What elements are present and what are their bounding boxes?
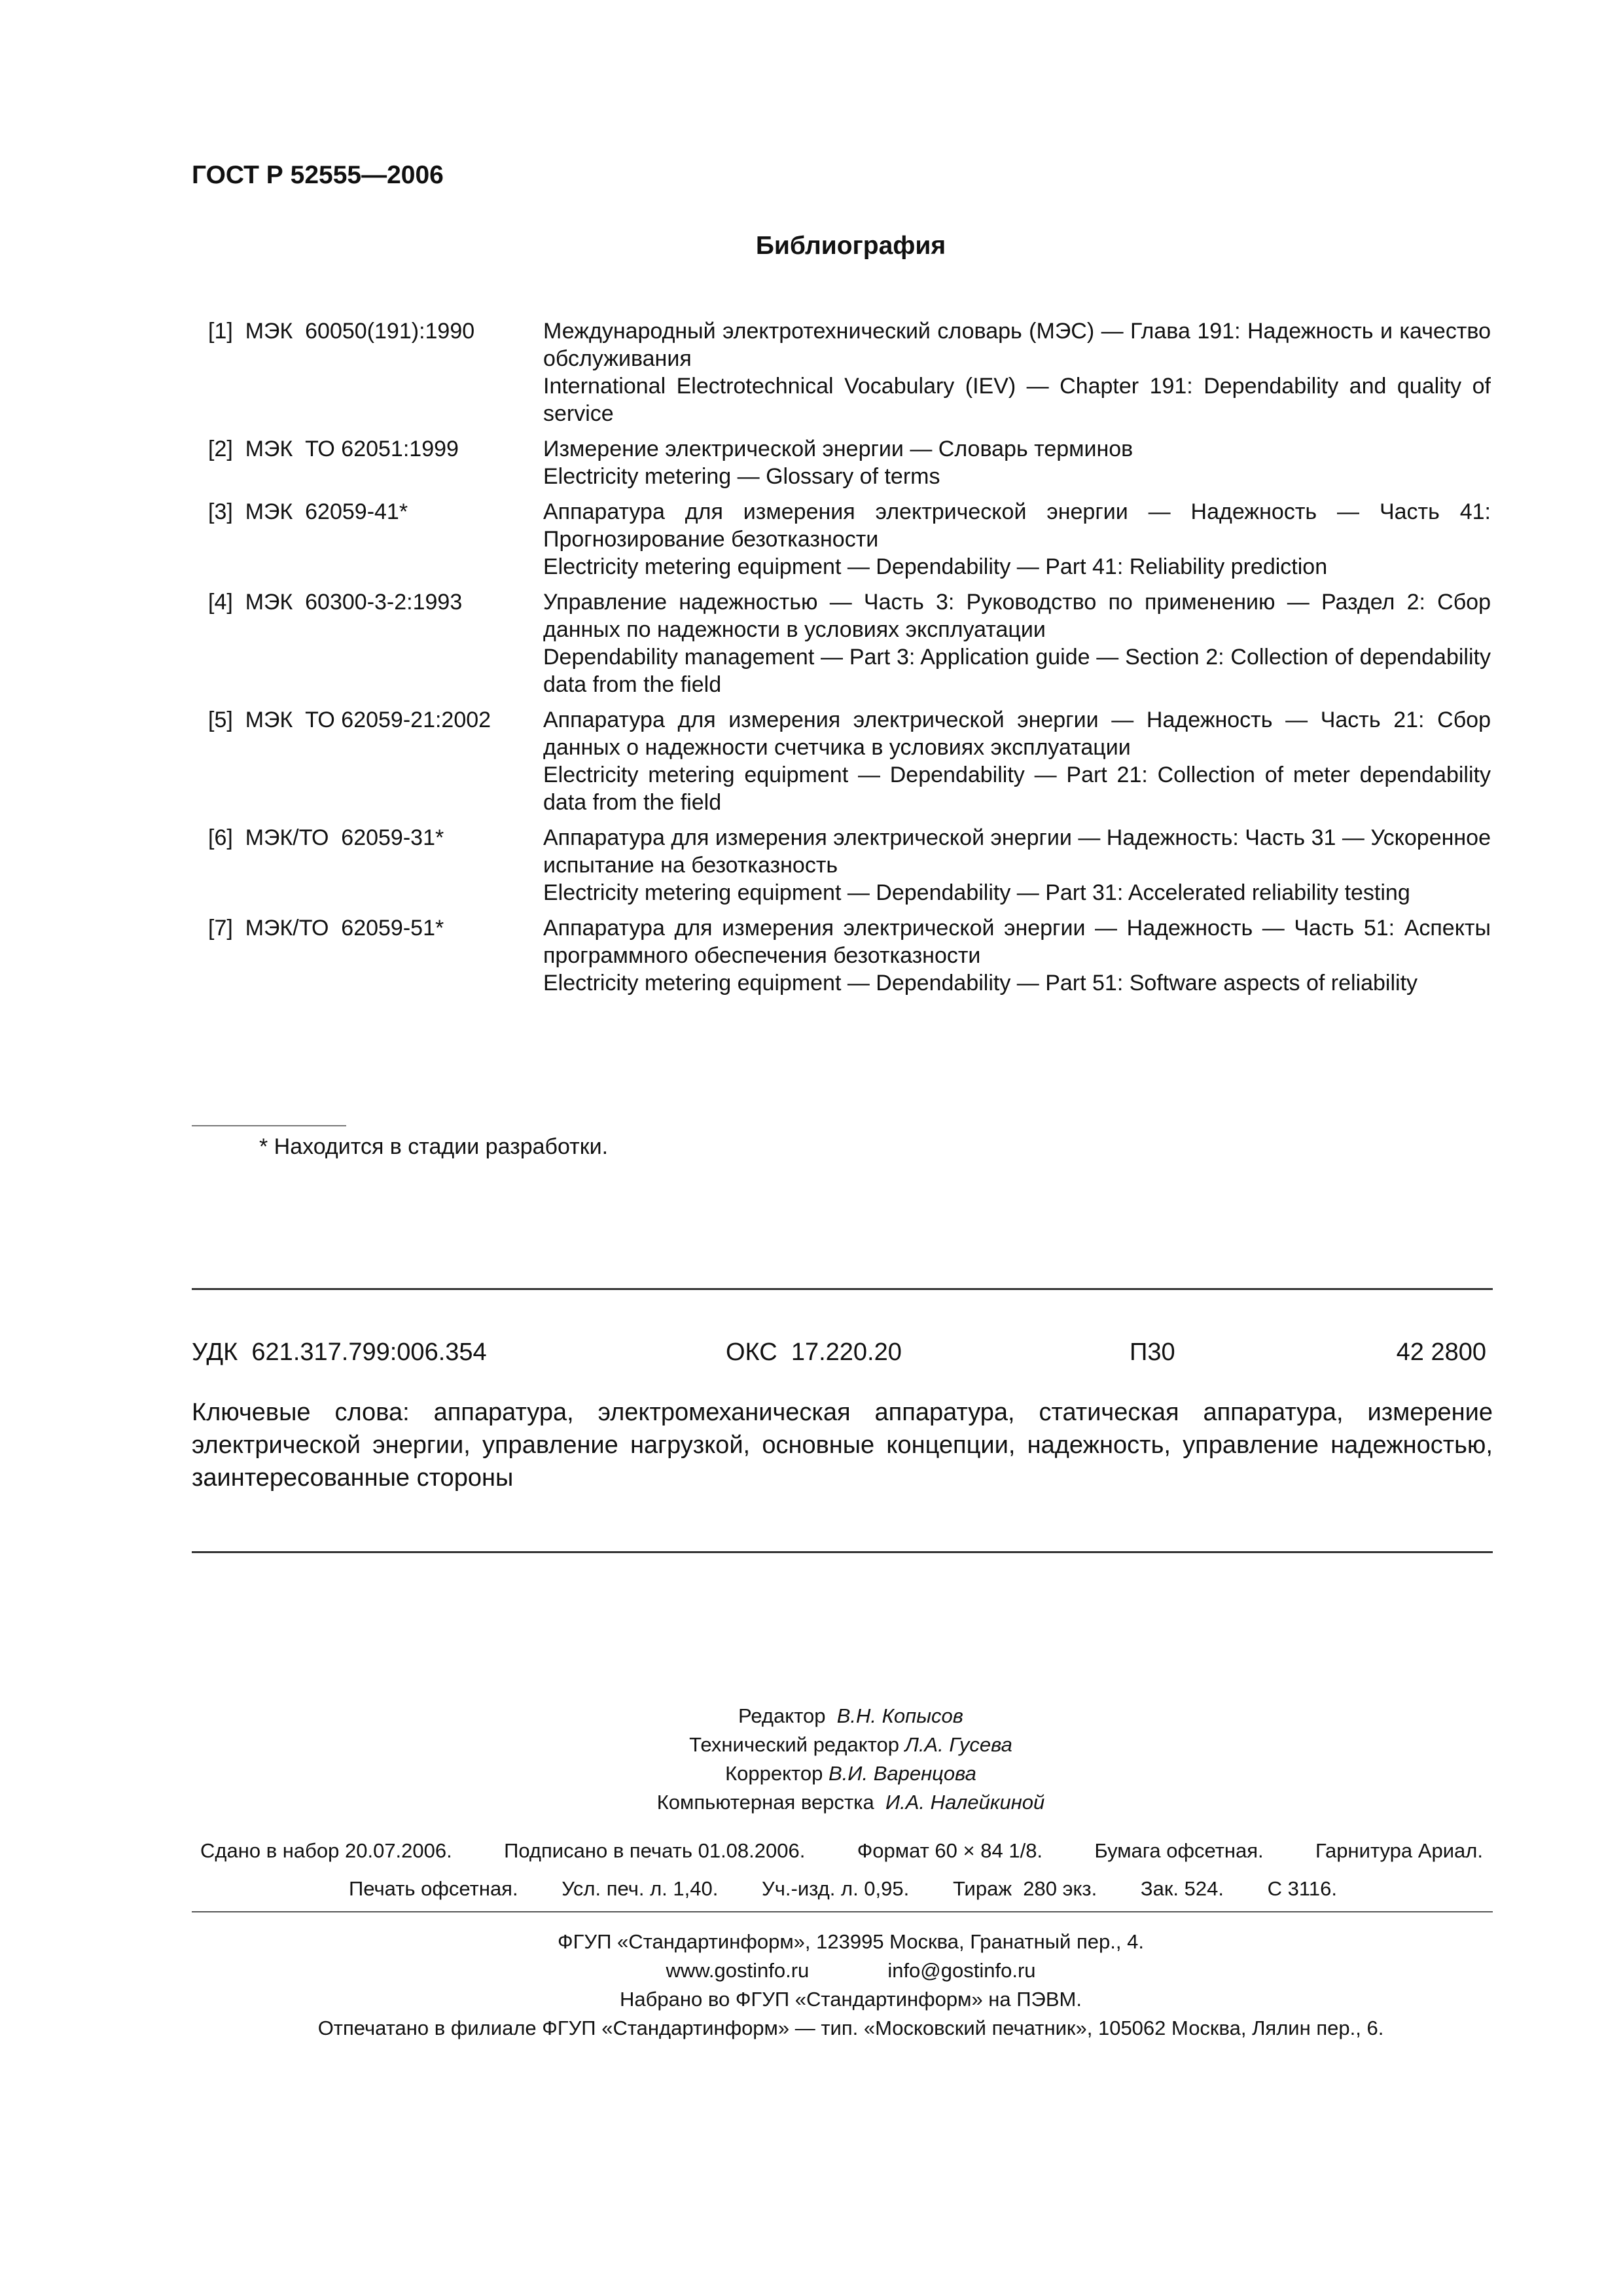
entry-description: [543, 317, 1491, 427]
entry-title-ru: Международный электротехнический словарь (МЭС) — Глава 191: Надежность и качество обслуживания: [543, 319, 1491, 371]
publisher-email: info@gostinfo.ru: [887, 1959, 1036, 1982]
credit-name: В.Н. Копысов: [836, 1704, 963, 1727]
entry-description: [543, 435, 1491, 490]
publication-line-1: [200, 1839, 1483, 1863]
entry-title-ru: Аппаратура для измерения электрической энергии — Надежность — Часть 41: Прогнозирование безотказности: [543, 499, 1491, 552]
entry-description: [543, 914, 1491, 997]
publisher-info: [0, 1928, 1623, 2043]
bibliography-list: [208, 317, 1491, 1005]
bibliography-entry: [208, 588, 1491, 698]
entry-title-en: International Electrotechnical Vocabulary (IEV) — Chapter 191: Dependability and quality of service: [543, 374, 1491, 426]
print-type: Печать офсетная.: [349, 1877, 518, 1900]
entry-description: [543, 706, 1491, 816]
typeface: Гарнитура Ариал.: [1315, 1839, 1483, 1862]
publisher-divider: [192, 1911, 1493, 1912]
entry-reference: [4] МЭК 60300-3-2:1993: [208, 590, 463, 615]
credit-role: Редактор: [738, 1704, 826, 1727]
entry-title-en: Electricity metering equipment — Dependability — Part 41: Reliability prediction: [543, 554, 1328, 579]
bibliography-entry: [208, 914, 1491, 997]
entry-title-ru: Измерение электрической энергии — Словарь терминов: [543, 437, 1133, 461]
bibliography-entry: [208, 706, 1491, 816]
credit-role: Корректор: [725, 1762, 823, 1785]
publisher-address: ФГУП «Стандартинформ», 123995 Москва, Гранатный пер., 4.: [558, 1930, 1144, 1953]
entry-reference: [7] МЭК/ТО 62059-51*: [208, 916, 444, 941]
classification-row: [192, 1338, 1493, 1371]
credits: [0, 1702, 1623, 1817]
entry-title-en: Electricity metering — Glossary of terms: [543, 464, 940, 489]
footnote-divider: [192, 1125, 346, 1126]
document-code: ГОСТ Р 52555—2006: [192, 161, 444, 189]
entry-title-en: Electricity metering equipment — Dependability — Part 51: Software aspects of reliability: [543, 971, 1418, 996]
keywords: Ключевые слова: аппаратура, электромеханическая аппаратура, статическая аппаратура, измерение электрической энергии, управление нагрузкой, основные концепции, надежность, управление надежностью, заинтересованные стороны: [192, 1399, 1493, 1492]
typeset-note: Набрано во ФГУП «Стандартинформ» на ПЭВМ.: [620, 1988, 1082, 2011]
order-number: Зак. 524.: [1140, 1877, 1224, 1900]
publisher-sheets: Уч.-изд. л. 0,95.: [762, 1877, 910, 1900]
credit-line: [0, 1788, 1623, 1817]
entry-reference: [2] МЭК ТО 62051:1999: [208, 437, 459, 461]
udk-code: УДК 621.317.799:006.354: [192, 1338, 487, 1366]
entry-title-en: Electricity metering equipment — Dependability — Part 21: Collection of meter dependability data from the field: [543, 762, 1491, 815]
entry-reference: [5] МЭК ТО 62059-21:2002: [208, 708, 491, 732]
entry-description: [543, 588, 1491, 698]
print-run: Тираж 280 экз.: [952, 1877, 1097, 1900]
credit-name: Л.А. Гусева: [904, 1733, 1012, 1756]
classification-top-rule: [192, 1288, 1493, 1290]
credit-role: Технический редактор: [689, 1733, 899, 1756]
credit-name: И.А. Налейкиной: [885, 1791, 1045, 1814]
entry-reference: [3] МЭК 62059-41*: [208, 499, 408, 524]
entry-title-en: Dependability management — Part 3: Application guide — Section 2: Collection of dependability data from the field: [543, 645, 1491, 697]
credit-role: Компьютерная верстка: [656, 1791, 874, 1814]
bibliography-entry: [208, 824, 1491, 906]
paper-type: Бумага офсетная.: [1094, 1839, 1264, 1862]
print-sheets: Усл. печ. л. 1,40.: [562, 1877, 719, 1900]
entry-title-ru: Аппаратура для измерения электрической энергии — Надежность — Часть 51: Аспекты программного обеспечения безотказности: [543, 916, 1491, 968]
credit-line: [0, 1731, 1623, 1759]
submitted-date: Сдано в набор 20.07.2006.: [200, 1839, 452, 1862]
footnote: * Находится в стадии разработки.: [259, 1134, 609, 1159]
signed-date: Подписано в печать 01.08.2006.: [504, 1839, 806, 1862]
bibliography-entry: [208, 435, 1491, 490]
entry-reference: [6] МЭК/ТО 62059-31*: [208, 825, 444, 850]
entry-title-ru: Управление надежностью — Часть 3: Руководство по применению — Раздел 2: Сбор данных по надежности в условиях эксплуатации: [543, 590, 1491, 642]
credit-line: [0, 1759, 1623, 1788]
publisher-contacts: [0, 1956, 1623, 1985]
publication-line-2: [349, 1877, 1337, 1901]
entry-reference: [1] МЭК 60050(191):1990: [208, 319, 475, 344]
oks-code: ОКС 17.220.20: [726, 1338, 902, 1366]
okp-code: 42 2800: [1396, 1338, 1486, 1366]
printed-note: Отпечатано в филиале ФГУП «Стандартинформ» — тип. «Московский печатник», 105062 Москва, Лялин пер., 6.: [317, 2017, 1384, 2039]
credit-line: [0, 1702, 1623, 1731]
catalog-number: С 3116.: [1267, 1877, 1337, 1900]
entry-title-ru: Аппаратура для измерения электрической энергии — Надежность: Часть 31 — Ускоренное испытание на безотказность: [543, 825, 1491, 878]
bibliography-entry: [208, 317, 1491, 427]
publisher-website: www.gostinfo.ru: [666, 1959, 810, 1982]
p-code: П30: [1130, 1338, 1175, 1366]
entry-title-en: Electricity metering equipment — Dependability — Part 31: Accelerated reliability testing: [543, 880, 1410, 905]
entry-title-ru: Аппаратура для измерения электрической энергии — Надежность — Часть 21: Сбор данных о надежности счетчика в условиях эксплуатации: [543, 708, 1491, 760]
paper-format: Формат 60 × 84 1/8.: [857, 1839, 1043, 1862]
entry-description: [543, 498, 1491, 581]
bibliography-title: Библиография: [755, 232, 946, 260]
entry-description: [543, 824, 1491, 906]
credit-name: В.И. Варенцова: [829, 1762, 976, 1785]
bibliography-entry: [208, 498, 1491, 581]
keywords-bottom-rule: [192, 1551, 1493, 1553]
